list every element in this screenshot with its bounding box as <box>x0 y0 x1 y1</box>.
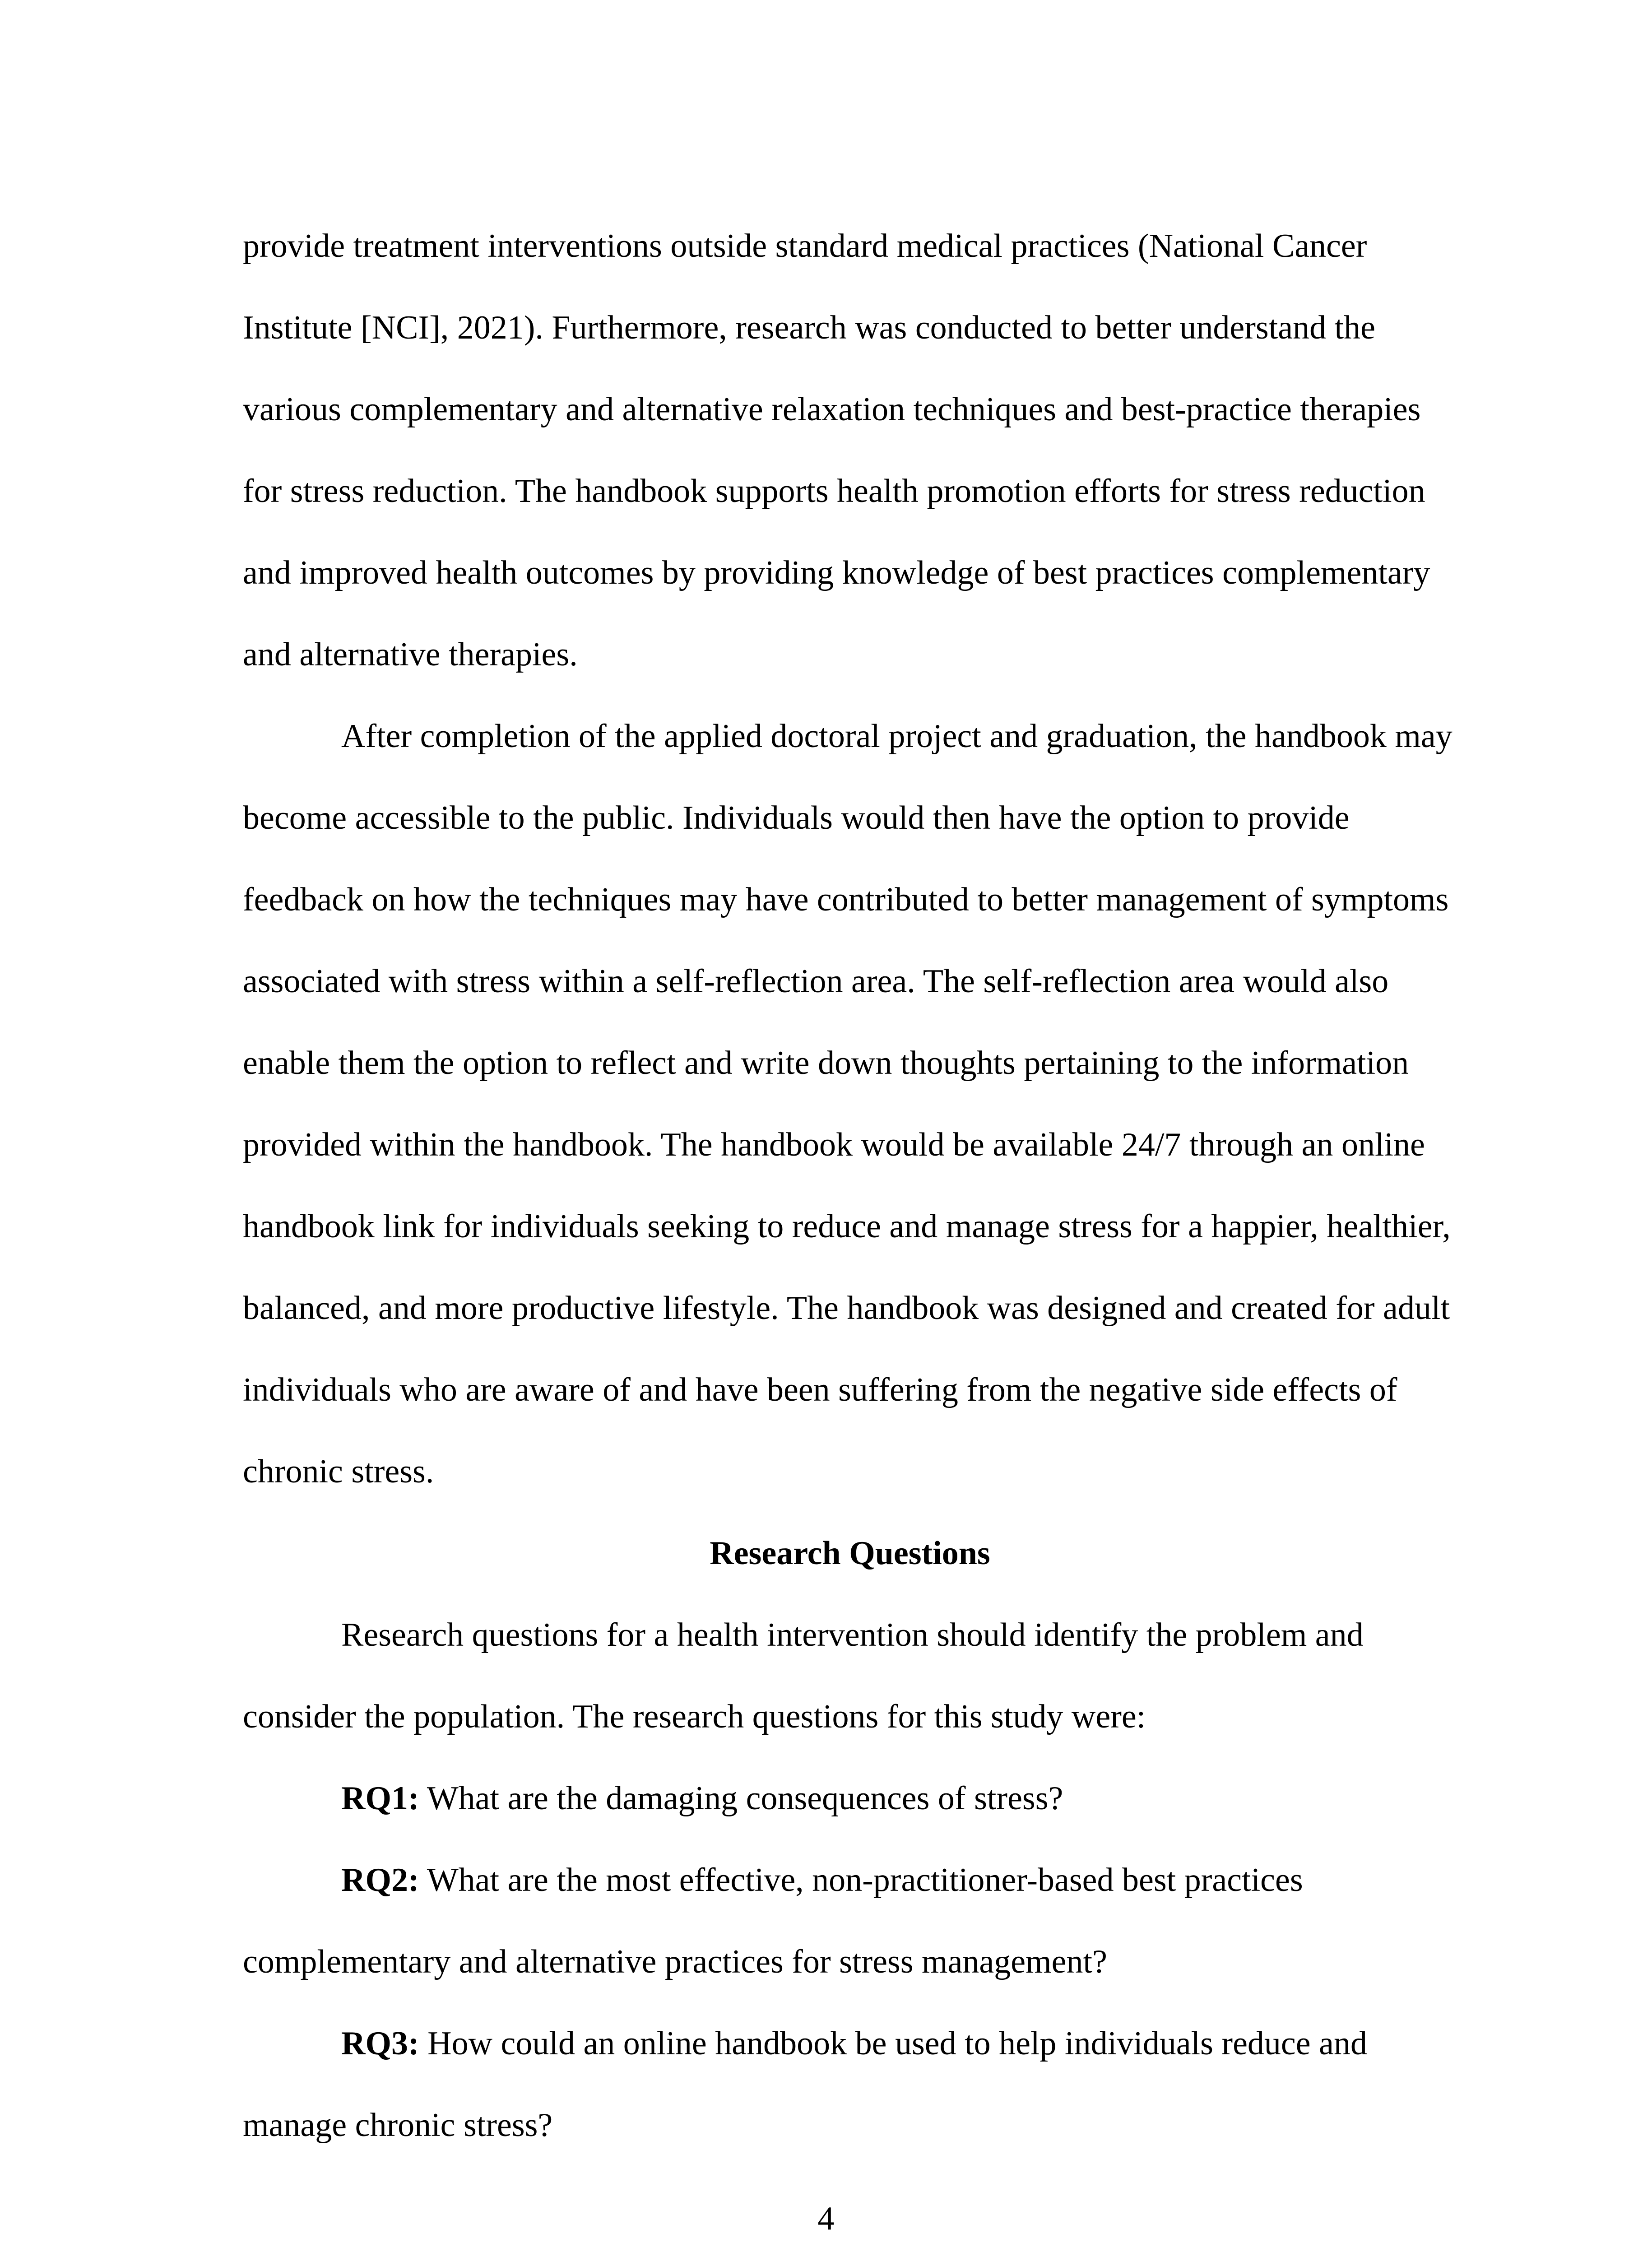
rq3-text: How could an online handbook be used to help individuals reduce and manage chronic stress? <box>243 2025 1367 2144</box>
paragraph-1: provide treatment interventions outside standard medical practices (National Cancer Institute [NCI], 2021). Furthermore, research was conducted to better understand the various complementary and alternative relaxation techniques and best-practice therapies for stress reduction. The handbook supports health promotion efforts for stress reduction and improved health outcomes by providing knowledge of best practices complementary and alternative therapies. <box>243 228 1430 673</box>
research-question-2 <box>243 1839 1457 2003</box>
rq2-text: What are the most effective, non-practitioner-based best practices complementary and alternative practices for stress management? <box>243 1862 1303 1980</box>
rq1-label: RQ1: <box>341 1780 419 1817</box>
rq1-text: What are the damaging consequences of stress? <box>419 1780 1063 1817</box>
rq-intro-paragraph: Research questions for a health intervention should identify the problem and consider the population. The research questions for this study were: <box>243 1616 1364 1735</box>
rq3-label: RQ3: <box>341 2025 419 2062</box>
page-number: 4 <box>817 2200 835 2237</box>
section-heading: Research Questions <box>710 1535 990 1572</box>
rq2-label: RQ2: <box>341 1862 419 1899</box>
research-question-3 <box>243 2003 1457 2166</box>
research-question-1 <box>243 1758 1457 1839</box>
body-text <box>243 205 1457 2166</box>
paragraph-2: After completion of the applied doctoral project and graduation, the handbook may become accessible to the public. Individuals would then have the option to provide feedback on how the techniques may have contributed to better management of symptoms associated with stress within a self-reflection area. The self-reflection area would also enable them the option to reflect and write down thoughts pertaining to the information provided within the handbook. The handbook would be available 24/7 through an online handbook link for individuals seeking to reduce and manage stress for a happier, healthier, balanced, and more productive lifestyle. The handbook was designed and created for adult individuals who are aware of and have been suffering from the negative side effects of chronic stress. <box>243 718 1452 1490</box>
